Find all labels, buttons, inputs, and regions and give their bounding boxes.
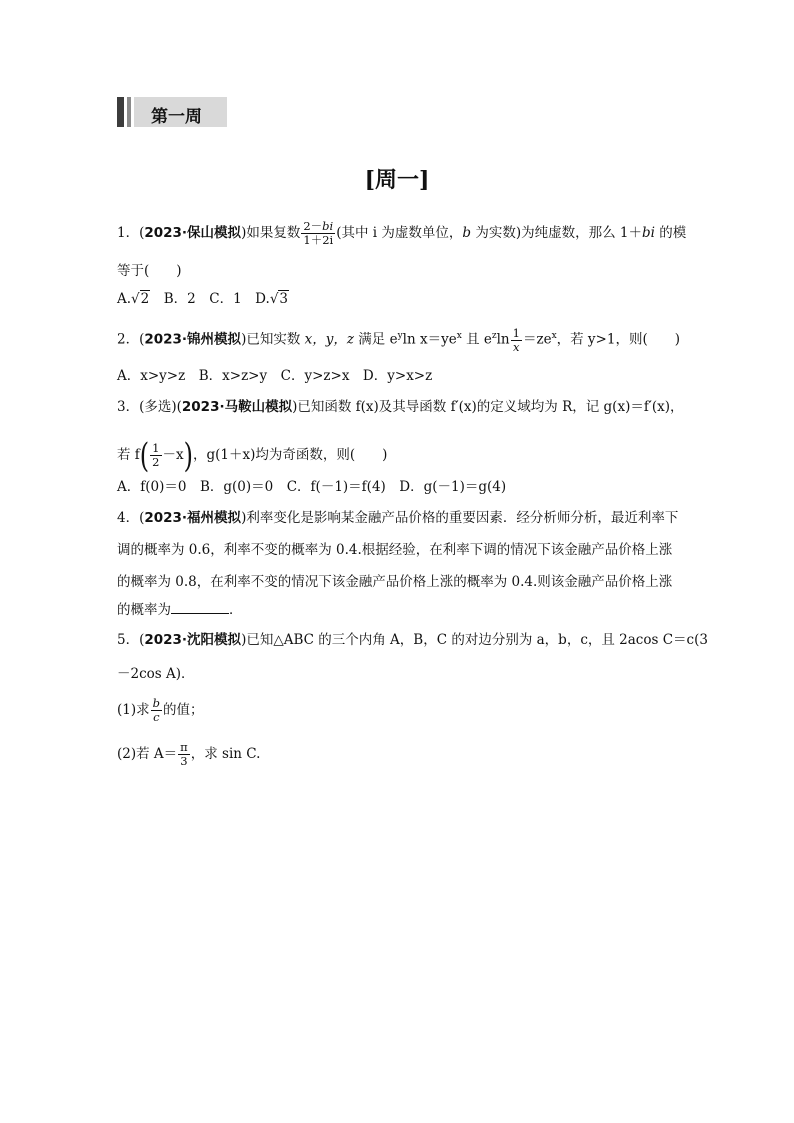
question-3-source: 2023·马鞍山模拟 xyxy=(181,399,293,415)
question-2-fraction: $\frac{1}{x}$ xyxy=(512,325,520,354)
question-4-line-1: 4．(2023·福州模拟)利率变化是影响某金融产品价格的重要因素．经分析师分析，最近利率下 xyxy=(117,510,679,526)
tag-light-bar xyxy=(127,97,131,127)
question-5-line-1: 5．(2023·沈阳模拟)已知△ABC 的三个内角 A，B，C 的对边分别为 a，b，c，且 2acos C＝c(3 xyxy=(117,632,708,648)
question-2-source: 2023·锦州模拟 xyxy=(144,331,242,348)
question-4-line-4: 的概率为 ． xyxy=(117,599,243,620)
question-5-line-2: －2cos A)． xyxy=(117,666,195,682)
question-5-fraction-b-over-c: $\frac{b}{c}$ xyxy=(152,696,160,724)
question-5-part-2: (2)若 A＝ $\frac{\pi}{3}$ ，求 sin C. xyxy=(117,740,261,768)
question-2-options: A．x>y>z B．x>z>y C．y>z>x D．y>x>z xyxy=(117,368,433,384)
question-5-part-1: (1)求 $\frac{b}{c}$ 的值； xyxy=(117,696,204,724)
day-title: [周一] xyxy=(364,167,430,193)
question-3-fraction: $\frac{1}{2}$ xyxy=(152,441,160,469)
question-4-source: 2023·福州模拟 xyxy=(144,510,242,526)
question-1-line-2: 等于( ) xyxy=(117,263,182,279)
question-1-source: 2023·保山模拟 xyxy=(144,225,242,241)
question-3-options: A．f(0)＝0 B．g(0)＝0 C．f(－1)＝f(4) D．g(－1)＝g(4) xyxy=(117,479,507,495)
question-1-fraction: $\frac{2-bi}{1+2i}$ xyxy=(303,219,334,247)
week-label: 第一周 xyxy=(151,107,202,127)
question-5-source: 2023·沈阳模拟 xyxy=(144,632,242,648)
question-1-options: A.√2 B．2 C．1 D.√3 xyxy=(117,291,289,307)
question-3-line-2: 若 f( $\frac{1}{2}$ －x)，g(1＋x)均为奇函数，则( ) xyxy=(117,435,388,476)
tag-dark-bar xyxy=(117,97,124,127)
question-1-line-1: 1．(2023·保山模拟)如果复数 $\frac{2-bi}{1+2i}$ (其中 i 为虚数单位，b 为实数)为纯虚数，那么 1＋bi 的模 xyxy=(117,219,687,247)
week-section-tag xyxy=(117,97,227,127)
question-4-line-3: 的概率为 0.8，在利率不变的情况下该金融产品价格上涨的概率为 0.4.则该金融产品价格上涨 xyxy=(117,574,673,590)
question-5-fraction-pi-over-3: $\frac{\pi}{3}$ xyxy=(180,740,188,768)
answer-blank xyxy=(171,599,229,614)
question-2-line-1: 2．(2023·锦州模拟)已知实数 x，y，z 满足 $e^y\ln$ $x=ye^x$ 且 $e^z\ln$ $\frac{1}{x}$ $=ze^x$，若 y>1，则( ) xyxy=(117,325,680,354)
question-4-line-2: 调的概率为 0.6，利率不变的概率为 0.4.根据经验，在利率下调的情况下该金融产品价格上涨 xyxy=(117,542,673,558)
question-3-line-1: 3．(多选)(2023·马鞍山模拟)已知函数 f(x)及其导函数 f′(x)的定义域均为 R，记 g(x)＝f′(x)， xyxy=(117,399,684,415)
